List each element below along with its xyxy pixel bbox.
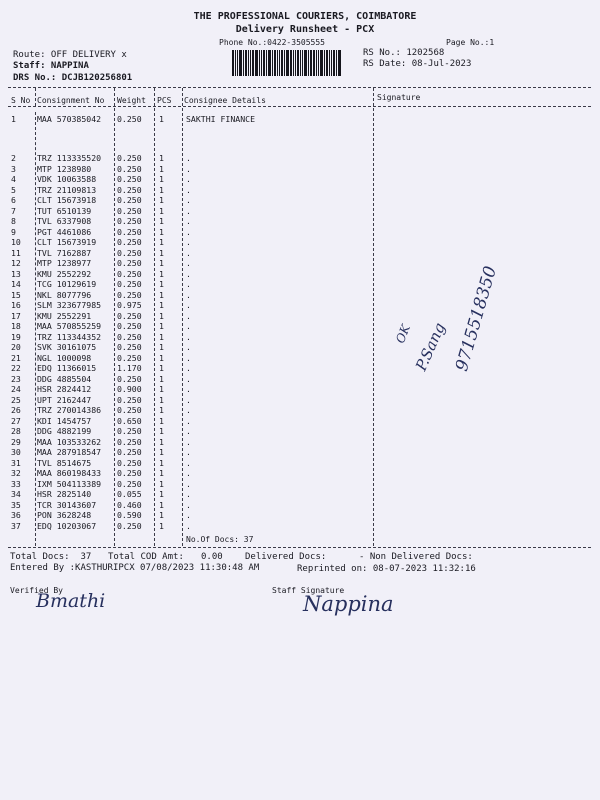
row-pcs: 1 (159, 415, 164, 426)
row-weight: 0.250 (117, 468, 142, 478)
company-name: THE PROFESSIONAL COURIERS, COIMBATORE (193, 11, 417, 22)
table-row (0, 279, 600, 289)
row-pcs: 1 (159, 163, 164, 174)
row-pcs: 1 (159, 342, 164, 352)
row-sno: 2 (11, 153, 16, 163)
row-pcs: 1 (159, 258, 164, 268)
row-pcs: 1 (159, 373, 164, 384)
table-row (0, 363, 600, 373)
row-consignee: . (186, 447, 191, 457)
row-consignment-no: KMU 2552291 (37, 310, 92, 321)
row-sno: 37 (11, 520, 21, 531)
row-consignment-no: TVL 7162887 (37, 247, 92, 258)
drs-number: DRS No.: DCJB120256801 (13, 73, 133, 83)
row-consignee: . (186, 237, 191, 247)
row-weight: 0.250 (117, 258, 142, 268)
table-row (0, 206, 600, 216)
row-sno: 32 (11, 468, 21, 478)
total-cod-label: Total COD Amt: (108, 552, 184, 562)
row-sno: 29 (11, 436, 21, 447)
row-consignee: . (186, 342, 191, 352)
row-weight: 0.250 (117, 405, 142, 415)
row-sno: 33 (11, 478, 21, 489)
row-weight: 0.250 (117, 163, 142, 174)
row-consignment-no: DDG 4882199 (37, 426, 92, 436)
no-of-docs: No.Of Docs: 37 (186, 535, 254, 544)
row-sno: 15 (11, 289, 21, 300)
row-weight: 0.055 (117, 489, 142, 499)
row-consignment-no: TRZ 270014386 (37, 405, 102, 415)
handwritten-phone: 9715518350 (452, 264, 502, 374)
row-consignee: . (186, 184, 191, 195)
row-sno: 19 (11, 331, 21, 342)
entered-by: Entered By :KASTHURIPCX 07/08/2023 11:30:48 AM (10, 563, 260, 573)
row-consignment-no: HSR 2825140 (37, 489, 92, 499)
row-sno: 10 (11, 237, 21, 247)
row-pcs: 1 (159, 237, 164, 247)
row-pcs: 1 (159, 457, 164, 468)
table-row (0, 500, 600, 510)
row-weight: 0.250 (117, 279, 142, 289)
row-consignee: . (186, 415, 191, 426)
verified-by-label: Verified By (10, 586, 63, 595)
row-consignment-no: DDG 4885504 (37, 373, 92, 384)
row-consignee: . (186, 478, 191, 489)
table-row (0, 227, 600, 237)
table-row (0, 416, 600, 426)
row-consignee: . (186, 205, 191, 216)
row-consignee: . (186, 195, 191, 205)
row-sno: 7 (11, 205, 16, 216)
row-pcs: 1 (159, 300, 164, 310)
table-row (0, 258, 600, 268)
row-weight: 0.900 (117, 384, 142, 394)
row-consignee: . (186, 331, 191, 342)
table-row (0, 437, 600, 447)
row-pcs: 1 (159, 447, 164, 457)
table-row (0, 290, 600, 300)
row-sno: 11 (11, 247, 21, 258)
row-consignee: . (186, 426, 191, 436)
staff-handwritten-signature: Nappina (303, 592, 394, 616)
row-consignee: SAKTHI FINANCE (186, 114, 256, 124)
table-row (0, 114, 600, 124)
row-pcs: 1 (159, 268, 164, 279)
row-consignment-no: KDI 1454757 (37, 415, 92, 426)
row-consignment-no: MAA 287918547 (37, 447, 102, 457)
row-pcs: 1 (159, 114, 164, 124)
row-consignee: . (186, 468, 191, 478)
row-consignee: . (186, 321, 191, 331)
row-consignee: . (186, 268, 191, 279)
barcode-graphic (232, 50, 356, 76)
table-row (0, 374, 600, 384)
row-consignment-no: HSR 2824412 (37, 384, 92, 394)
row-weight: 0.250 (117, 457, 142, 468)
row-pcs: 1 (159, 384, 164, 394)
row-weight: 0.250 (117, 247, 142, 258)
row-pcs: 1 (159, 468, 164, 478)
row-consignment-no: EDQ 11366015 (37, 363, 97, 373)
table-row (0, 405, 600, 415)
row-weight: 0.250 (117, 342, 142, 352)
row-consignee: . (186, 310, 191, 321)
row-weight: 0.250 (117, 520, 142, 531)
row-consignee: . (186, 520, 191, 531)
row-consignment-no: TCR 30143607 (37, 499, 97, 510)
table-row (0, 248, 600, 258)
header-rule-top (8, 87, 591, 88)
row-consignee: . (186, 405, 191, 415)
row-sno: 13 (11, 268, 21, 279)
row-sno: 31 (11, 457, 21, 468)
row-consignment-no: TUT 6510139 (37, 205, 92, 216)
row-consignment-no: TVL 8514675 (37, 457, 92, 468)
row-weight: 0.250 (117, 205, 142, 216)
table-row (0, 521, 600, 531)
row-sno: 18 (11, 321, 21, 331)
row-sno: 34 (11, 489, 21, 499)
row-consignee: . (186, 510, 191, 520)
row-sno: 1 (11, 114, 16, 124)
table-row (0, 342, 600, 352)
row-pcs: 1 (159, 279, 164, 289)
delivered-docs: Delivered Docs: (245, 552, 327, 562)
row-consignee: . (186, 247, 191, 258)
rs-date: RS Date: 08-Jul-2023 (363, 59, 472, 69)
table-row (0, 468, 600, 478)
row-consignment-no: MAA 860198433 (37, 468, 102, 478)
row-consignment-no: SLM 323677985 (37, 300, 102, 310)
row-consignee: . (186, 289, 191, 300)
row-consignee: . (186, 258, 191, 268)
row-pcs: 1 (159, 499, 164, 510)
row-weight: 0.590 (117, 510, 142, 520)
row-weight: 0.250 (117, 321, 142, 331)
row-pcs: 1 (159, 289, 164, 300)
phone-number: Phone No.:0422-3505555 (219, 38, 325, 47)
table-row (0, 269, 600, 279)
reprinted-on: Reprinted on: 08-07-2023 11:32:16 (297, 564, 476, 574)
table-row (0, 426, 600, 436)
row-consignment-no: PGT 4461086 (37, 226, 92, 237)
col-consignment-header: Consignment No (37, 96, 105, 105)
row-weight: 0.250 (117, 216, 142, 226)
table-row (0, 479, 600, 489)
table-row (0, 447, 600, 457)
row-weight: 0.460 (117, 499, 142, 510)
row-weight: 0.250 (117, 114, 142, 124)
table-row (0, 195, 600, 205)
row-pcs: 1 (159, 363, 164, 373)
row-weight: 0.250 (117, 436, 142, 447)
row-weight: 0.250 (117, 195, 142, 205)
total-docs: Total Docs: 37 (10, 552, 92, 562)
row-pcs: 1 (159, 247, 164, 258)
row-pcs: 1 (159, 436, 164, 447)
row-pcs: 1 (159, 331, 164, 342)
table-row (0, 311, 600, 321)
row-sno: 17 (11, 310, 21, 321)
row-pcs: 1 (159, 405, 164, 415)
row-consignment-no: TRZ 113344352 (37, 331, 102, 342)
row-pcs: 1 (159, 478, 164, 489)
row-weight: 1.170 (117, 363, 142, 373)
row-pcs: 1 (159, 352, 164, 363)
table-row (0, 185, 600, 195)
row-consignment-no: MAA 570855259 (37, 321, 102, 331)
rs-number: RS No.: 1202568 (363, 48, 445, 58)
row-pcs: 1 (159, 394, 164, 405)
row-consignment-no: UPT 2162447 (37, 394, 92, 405)
row-sno: 6 (11, 195, 16, 205)
total-cod-value: 0.00 (201, 552, 223, 562)
row-weight: 0.250 (117, 237, 142, 247)
row-weight: 0.250 (117, 310, 142, 321)
verifier-signature: Bmathi (36, 590, 106, 612)
col-consignee-header: Consignee Details (184, 96, 266, 105)
row-weight: 0.250 (117, 373, 142, 384)
row-consignee: . (186, 384, 191, 394)
row-weight: 0.250 (117, 478, 142, 489)
row-sno: 20 (11, 342, 21, 352)
col-sno-header: S No (11, 96, 31, 105)
staff-signature-label: Staff Signature (272, 586, 345, 595)
row-pcs: 1 (159, 195, 164, 205)
row-sno: 35 (11, 499, 21, 510)
table-row (0, 164, 600, 174)
row-sno: 27 (11, 415, 21, 426)
document-title: Delivery Runsheet - PCX (235, 24, 375, 35)
row-consignee: . (186, 436, 191, 447)
row-consignee: . (186, 363, 191, 373)
row-consignee: . (186, 489, 191, 499)
row-consignment-no: MAA 103533262 (37, 436, 102, 447)
table-row (0, 395, 600, 405)
row-sno: 9 (11, 226, 16, 237)
row-pcs: 1 (159, 310, 164, 321)
row-consignee: . (186, 499, 191, 510)
row-weight: 0.975 (117, 300, 142, 310)
row-sno: 26 (11, 405, 21, 415)
handwritten-ok: OK (393, 322, 414, 346)
page-number: Page No.:1 (446, 38, 495, 47)
row-consignment-no: NKL 8077796 (37, 289, 92, 300)
row-weight: 0.250 (117, 268, 142, 279)
row-pcs: 1 (159, 510, 164, 520)
row-sno: 5 (11, 184, 16, 195)
col-weight-header: Weight (117, 96, 146, 105)
footer-rule (8, 547, 591, 548)
row-consignee: . (186, 373, 191, 384)
row-consignment-no: CLT 15673919 (37, 237, 97, 247)
row-consignee: . (186, 300, 191, 310)
row-consignee: . (186, 279, 191, 289)
row-consignee: . (186, 352, 191, 363)
row-weight: 0.250 (117, 447, 142, 457)
row-consignment-no: EDQ 10203067 (37, 520, 97, 531)
row-pcs: 1 (159, 426, 164, 436)
row-weight: 0.250 (117, 394, 142, 405)
row-pcs: 1 (159, 520, 164, 531)
row-sno: 8 (11, 216, 16, 226)
row-weight: 0.250 (117, 174, 142, 184)
row-sno: 3 (11, 163, 16, 174)
row-consignment-no: TVL 6337908 (37, 216, 92, 226)
row-weight: 0.250 (117, 426, 142, 436)
table-row (0, 153, 600, 163)
table-row (0, 458, 600, 468)
row-weight: 0.250 (117, 184, 142, 195)
row-sno: 21 (11, 352, 21, 363)
row-consignment-no: CLT 15673918 (37, 195, 97, 205)
route-label: Route: OFF DELIVERY x (13, 50, 127, 60)
row-consignee: . (186, 394, 191, 405)
col-divider (35, 88, 36, 106)
staff-label: Staff: NAPPINA (13, 61, 89, 71)
row-sno: 14 (11, 279, 21, 289)
row-weight: 0.250 (117, 289, 142, 300)
row-weight: 0.650 (117, 415, 142, 426)
row-sno: 4 (11, 174, 16, 184)
table-row (0, 510, 600, 520)
row-sno: 16 (11, 300, 21, 310)
col-signature-header: Signature (377, 93, 421, 102)
table-row (0, 489, 600, 499)
handwritten-initials: P.Sang (412, 320, 449, 374)
row-pcs: 1 (159, 184, 164, 195)
table-row (0, 332, 600, 342)
row-consignment-no: MTP 1238977 (37, 258, 92, 268)
row-consignee: . (186, 216, 191, 226)
row-consignee: . (186, 163, 191, 174)
row-consignment-no: TCG 10129619 (37, 279, 97, 289)
row-consignment-no: NGL 1000098 (37, 352, 92, 363)
table-row (0, 353, 600, 363)
table-row (0, 237, 600, 247)
row-consignee: . (186, 457, 191, 468)
row-sno: 24 (11, 384, 21, 394)
row-consignment-no: IXM 504113389 (37, 478, 102, 489)
row-sno: 30 (11, 447, 21, 457)
row-sno: 12 (11, 258, 21, 268)
row-weight: 0.250 (117, 331, 142, 342)
row-consignment-no: KMU 2552292 (37, 268, 92, 279)
row-sno: 22 (11, 363, 21, 373)
row-weight: 0.250 (117, 352, 142, 363)
table-row (0, 216, 600, 226)
table-row (0, 300, 600, 310)
row-consignee: . (186, 226, 191, 237)
table-row (0, 174, 600, 184)
row-consignee: . (186, 153, 191, 163)
row-consignment-no: PON 3628248 (37, 510, 92, 520)
row-pcs: 1 (159, 321, 164, 331)
row-consignment-no: MAA 570385042 (37, 114, 102, 124)
row-weight: 0.250 (117, 226, 142, 237)
row-consignment-no: TRZ 113335520 (37, 153, 102, 163)
row-sno: 23 (11, 373, 21, 384)
row-sno: 36 (11, 510, 21, 520)
table-row (0, 384, 600, 394)
row-sno: 25 (11, 394, 21, 405)
row-pcs: 1 (159, 489, 164, 499)
row-pcs: 1 (159, 205, 164, 216)
non-delivered-docs: - Non Delivered Docs: (359, 552, 473, 562)
row-consignment-no: TRZ 21109813 (37, 184, 97, 195)
row-weight: 0.250 (117, 153, 142, 163)
table-row (0, 321, 600, 331)
row-consignee: . (186, 174, 191, 184)
header-rule-bottom (8, 106, 591, 107)
col-pcs-header: PCS (157, 96, 172, 105)
row-sno: 28 (11, 426, 21, 436)
row-consignment-no: VDK 10063588 (37, 174, 97, 184)
row-pcs: 1 (159, 153, 164, 163)
row-pcs: 1 (159, 226, 164, 237)
row-pcs: 1 (159, 216, 164, 226)
row-consignment-no: SVK 30161075 (37, 342, 97, 352)
row-consignment-no: MTP 1238980 (37, 163, 92, 174)
row-pcs: 1 (159, 174, 164, 184)
